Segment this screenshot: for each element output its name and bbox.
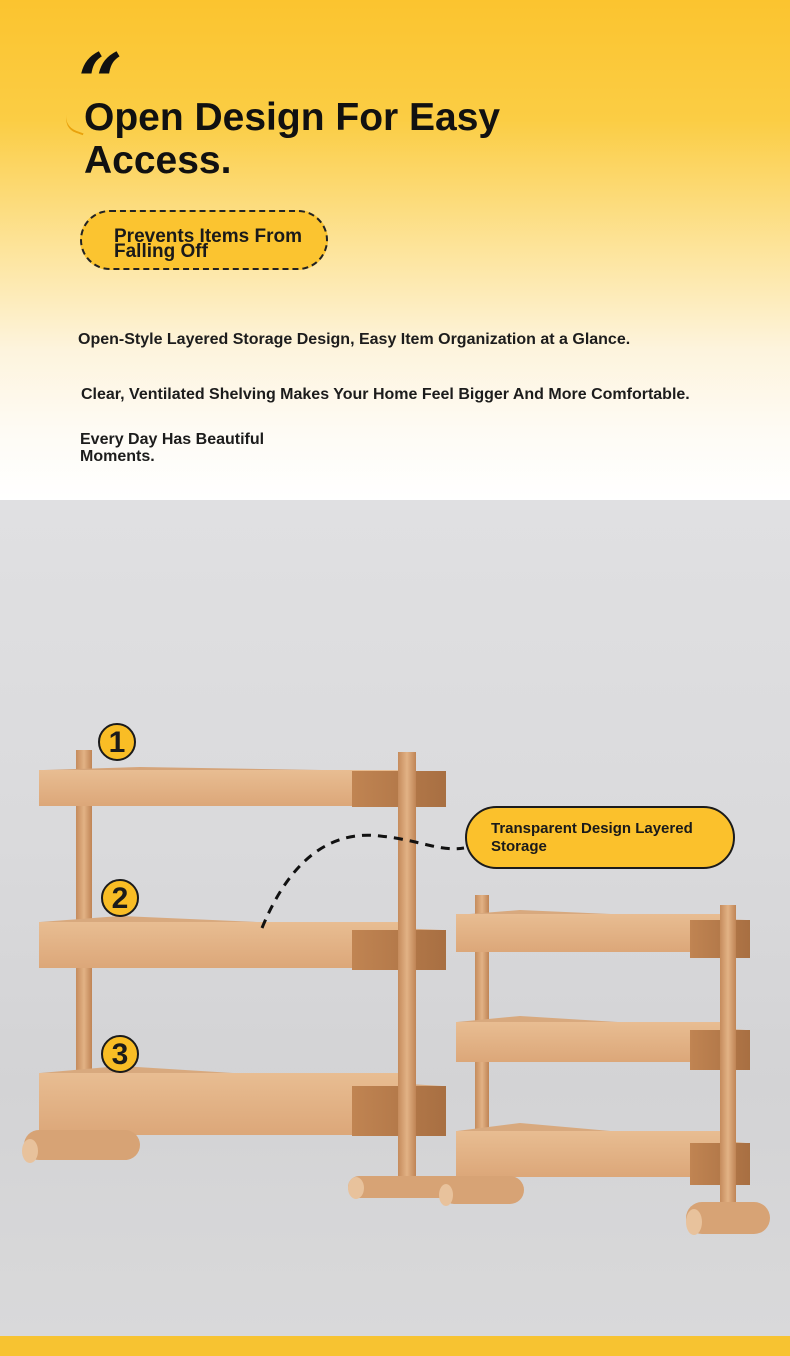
tier-badge-1: 1 xyxy=(98,723,136,761)
small-shelf-right-post xyxy=(720,905,736,1215)
large-shelf-tier-3 xyxy=(39,1066,446,1136)
small-shelf-tier-1 xyxy=(456,910,750,958)
callout-leader-line xyxy=(262,835,464,928)
large-shelf-tier-1 xyxy=(39,767,446,807)
bottom-accent-bar xyxy=(0,1336,790,1356)
quote-mark-icon: “ xyxy=(78,37,113,128)
small-shelf-left-foot xyxy=(440,1176,524,1204)
description-line-3: Every Day Has Beautiful Moments. xyxy=(80,431,265,465)
small-shelf-tier-2 xyxy=(456,1016,750,1070)
callout-label: Transparent Design Layered Storage xyxy=(491,820,693,855)
large-shelf-left-foot xyxy=(24,1130,140,1160)
feature-pill-label: Prevents Items From Falling Off xyxy=(114,226,302,262)
large-shelf-tier-2 xyxy=(39,916,446,970)
page-title: Open Design For Easy Access. xyxy=(84,96,501,182)
description-line-1: Open-Style Layered Storage Design, Easy Item Organization at a Glance. xyxy=(78,331,631,348)
description-line-2: Clear, Ventilated Shelving Makes Your Home Feel Bigger And More Comfortable. xyxy=(81,386,690,403)
tier-badge-3: 3 xyxy=(101,1035,139,1073)
callout-bubble xyxy=(465,806,735,869)
tier-badge-2: 2 xyxy=(101,879,139,917)
small-shelf-tier-3 xyxy=(456,1123,750,1185)
large-shelf-right-post xyxy=(398,752,416,1192)
